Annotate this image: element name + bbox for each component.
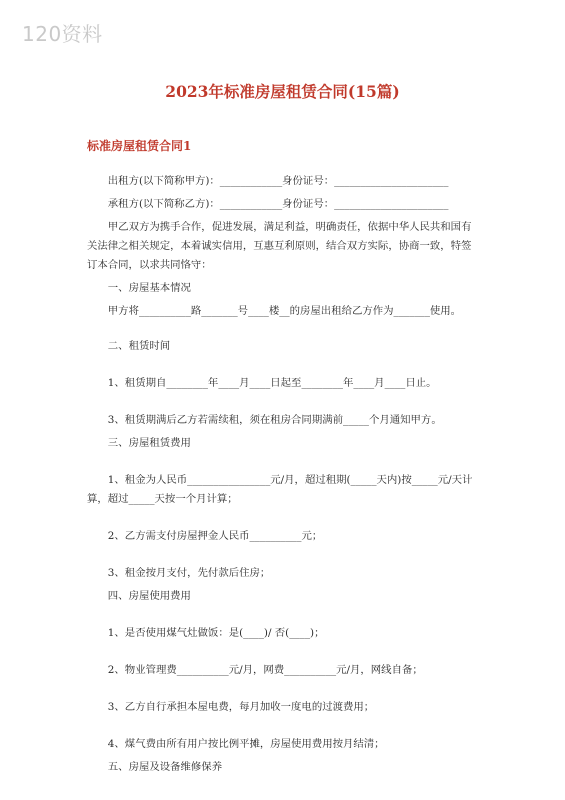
lessee-line: 承租方(以下简称乙方)：____________身份证号：______________________ [107,198,449,210]
lessor-line: 出租方(以下简称甲方)：____________身份证号：______________________ [107,175,449,187]
clause-property-fee: 2、物业管理费__________元/月，网费__________元/月，网线自备； [107,664,423,676]
heading-maintenance: 五、房屋及设备维修保养 [107,761,223,773]
heading-usage-fees: 四、房屋使用费用 [107,590,191,602]
heading-rent-fees: 三、房屋租赁费用 [107,437,191,449]
clause-gas-stove: 1、是否使用煤气灶做饭：是(____)/ 否(____)； [107,627,325,639]
clause-rent-amount: 1、租金为人民币________________元/月，超过租期(_____天内)按_____元/天计算，超过_____天按一个月计算； [87,474,473,505]
section-title: 标准房屋租赁合同1 [87,139,192,153]
preamble-paragraph: 甲乙双方为携手合作，促进发展，满足利益，明确责任，依据中华人民共和国有关法律之相关规定，本着诚实信用，互惠互利原则，结合双方实际，协商一致，特签订本合同，以求共同恪守： [87,221,472,271]
heading-lease-term: 二、租赁时间 [107,340,171,352]
clause-gas-fee: 4、煤气费由所有用户按比例平摊，房屋使用费用按月结清； [107,738,385,750]
watermark: 120资料 [22,22,103,46]
clause-electricity: 3、乙方自行承担本屋电费，每月加收一度电的过渡费用； [107,701,375,713]
clause-renewal: 3、租赁期满后乙方若需续租，须在租房合同期满前_____个月通知甲方。 [107,414,442,426]
clause-house-location: 甲方将__________路_______号____楼__的房屋出租给乙方作为_______使用。 [107,305,462,317]
contract-body [87,172,479,777]
clause-payment: 3、租金按月支付，先付款后住房； [107,567,271,579]
heading-house-info: 一、房屋基本情况 [107,282,191,294]
clause-lease-period: 1、租赁期自________年____月____日起至________年____月____日止。 [107,377,437,389]
clause-deposit: 2、乙方需支付房屋押金人民币__________元； [107,530,323,542]
document-title: 2023年标准房屋租赁合同(15篇) [165,82,400,101]
